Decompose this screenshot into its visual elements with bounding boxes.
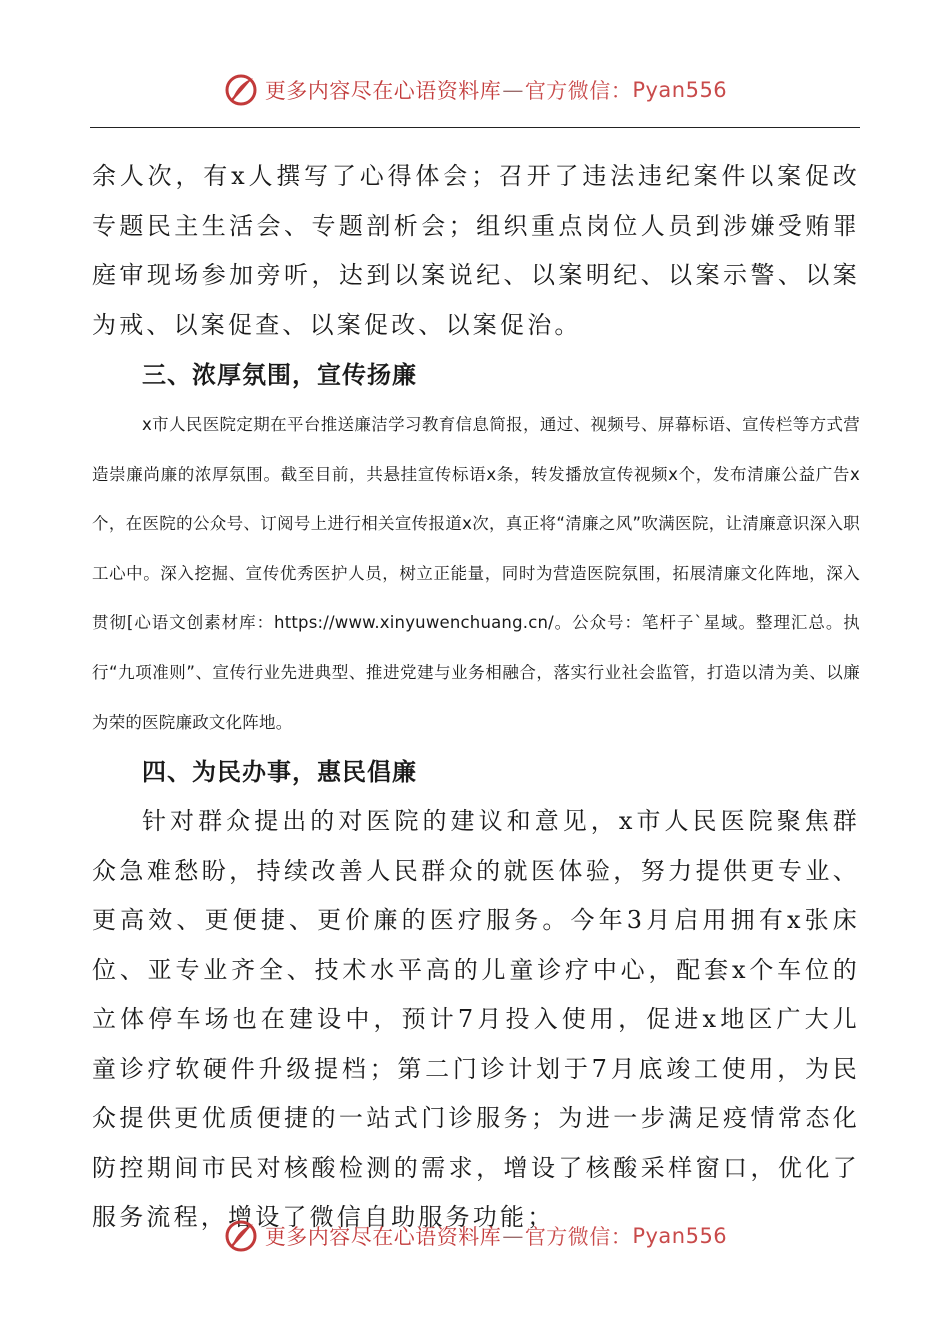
header-banner [0, 72, 950, 108]
quill-logo-icon [223, 1218, 259, 1254]
section-heading-3: 三、浓厚氛围，宣传扬廉 [142, 361, 417, 389]
banner-wechat-label: 官方微信： [524, 79, 633, 103]
quill-logo-icon [223, 72, 259, 108]
document-body [92, 152, 860, 1243]
banner-account: Pyan556 [632, 78, 728, 102]
banner-site-text: 更多内容尽在心语资料库 [264, 1225, 502, 1249]
section-heading-4: 四、为民办事，惠民倡廉 [142, 758, 417, 787]
banner-wechat-label: 官方微信： [524, 1225, 633, 1249]
section-4-paragraph: 针对群众提出的对医院的建议和意见，x市人民医院聚焦群众急难愁盼，持续改善人民群众的就医体验，努力提供更专业、更高效、更便捷、更价廉的医疗服务。今年3月启用拥有x张床位、亚专业齐全、技术水平高的儿童诊疗中心，配套x个车位的立体停车场也在建设中，预计7月投入使用，促进x地区广大儿童诊疗软硬件升级提档；第二门诊计划于7月底竣工使用，为民众提供更优质便捷的一站式门诊服务；为进一步满足疫情常态化防控期间市民对核酸检测的需求，增设了核酸采样窗口，优化了服务流程，增设了微信自助服务功能； [92, 807, 860, 1232]
header-rule [90, 127, 860, 128]
banner-site-text: 更多内容尽在心语资料库 [264, 79, 502, 103]
footer-banner [0, 1218, 950, 1254]
section-3-paragraph: x市人民医院定期在平台推送廉洁学习教育信息简报，通过、视频号、屏幕标语、宣传栏等方式营造崇廉尚廉的浓厚氛围。截至目前，共悬挂宣传标语x条，转发播放宣传视频x个，发布清廉公益广告x个，在医院的公众号、订阅号上进行相关宣传报道x次，真正将“清廉之风”吹满医院，让清廉意识深入职工心中。深入挖掘、宣传优秀医护人员，树立正能量，同时为营造医院氛围，拓展清廉文化阵地，深入贯彻[心语文创素材库：https://www.xinyuwenchuang.cn/。公众号：笔杆子`星域。整理汇总。执行“九项准则”、宣传行业先进典型、推进党建与业务相融合，落实行业社会监管，打造以清为美、以廉为荣的医院廉政文化阵地。 [92, 415, 860, 732]
banner-dash: — [502, 78, 524, 102]
banner-account: Pyan556 [632, 1224, 728, 1248]
banner-dash: — [502, 1224, 524, 1248]
paragraph-continuation: 余人次，有x人撰写了心得体会；召开了违法违纪案件以案促改专题民主生活会、专题剖析会；组织重点岗位人员到涉嫌受贿罪庭审现场参加旁听，达到以案说纪、以案明纪、以案示警、以案为戒、以案促查、以案促改、以案促治。 [92, 162, 860, 339]
